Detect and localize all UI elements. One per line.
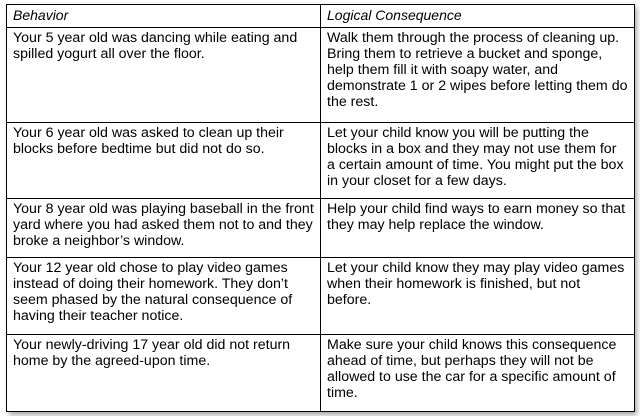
header-logical-consequence: Logical Consequence	[321, 5, 635, 28]
behavior-consequence-table	[6, 4, 635, 412]
behavior-cell: Your 6 year old was asked to clean up their blocks before bedtime but did not do so.	[7, 122, 321, 199]
behavior-cell: Your 8 year old was playing baseball in the front yard where you had asked them not to and they broke a neighbor’s window.	[7, 199, 321, 258]
behavior-cell: Your newly-driving 17 year old did not return home by the agreed-upon time.	[7, 335, 321, 412]
consequence-cell: Let your child know you will be putting the blocks in a box and they may not use them for a certain amount of time. You might put the box in your closet for a few days.	[321, 122, 635, 199]
table-row	[7, 258, 635, 335]
table-row	[7, 122, 635, 199]
consequence-cell: Let your child know they may play video games when their homework is finished, but not before.	[321, 258, 635, 335]
consequence-cell: Make sure your child knows this consequence ahead of time, but perhaps they will not be allowed to use the car for a specific amount of time.	[321, 335, 635, 412]
table-row	[7, 335, 635, 412]
behavior-consequence-table-container	[6, 4, 634, 412]
table-row	[7, 199, 635, 258]
behavior-cell: Your 12 year old chose to play video games instead of doing their homework. They don’t seem phased by the natural consequence of having their teacher notice.	[7, 258, 321, 335]
behavior-cell: Your 5 year old was dancing while eating and spilled yogurt all over the floor.	[7, 28, 321, 123]
consequence-cell: Walk them through the process of cleaning up. Bring them to retrieve a bucket and sponge, help them fill it with soapy water, and demonstrate 1 or 2 wipes before letting them do the rest.	[321, 28, 635, 123]
table-header-row	[7, 5, 635, 28]
consequence-cell: Help your child find ways to earn money so that they may help replace the window.	[321, 199, 635, 258]
table-row	[7, 28, 635, 123]
header-behavior: Behavior	[7, 5, 321, 28]
